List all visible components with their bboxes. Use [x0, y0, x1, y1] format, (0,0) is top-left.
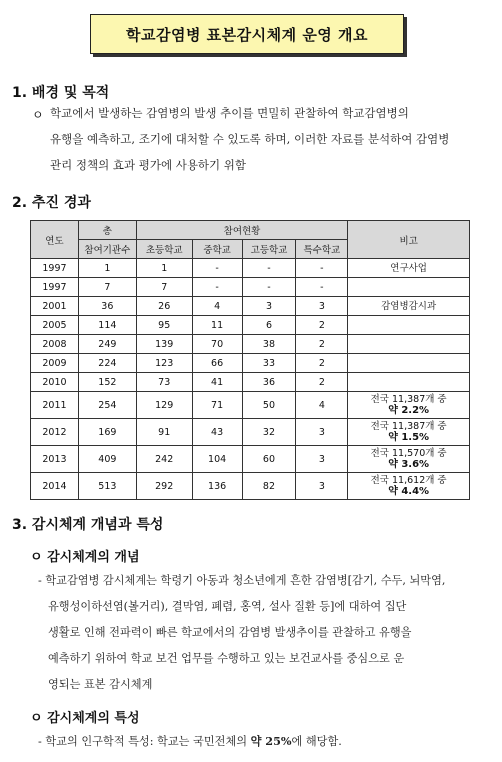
- concept-text: [38, 568, 488, 698]
- feature-heading: ㅇ 감시체계의 특성: [30, 711, 140, 726]
- cell-total: 254: [78, 392, 136, 419]
- concept-line: - 학교감염병 감시체계는 학령기 아동과 청소년에게 흔한 감염병[감기, 수두, 뇌막염,: [38, 574, 446, 587]
- concept-line: 유행성이하선염(볼거리), 결막염, 폐렴, 홍역, 설사 질환 등]에 대하여 집단: [48, 600, 407, 613]
- cell-high: -: [242, 278, 296, 297]
- header-high: 고등학교: [242, 240, 296, 259]
- cell-year: 1997: [31, 259, 79, 278]
- section-1-line: 관리 정책의 효과 평가에 사용하기 위함: [50, 158, 247, 172]
- cell-year: 2011: [31, 392, 79, 419]
- cell-year: 2012: [31, 419, 79, 446]
- cell-middle: 136: [192, 473, 242, 500]
- note-percent: 약 2.2%: [388, 405, 430, 416]
- note-line: 전국 11,570개 중: [370, 448, 447, 459]
- cell-middle: 71: [192, 392, 242, 419]
- concept-heading: ㅇ 감시체계의 개념: [30, 550, 140, 565]
- table-row: [31, 259, 470, 278]
- section-1-bullet: ㅇ: [32, 108, 44, 122]
- cell-middle: 43: [192, 419, 242, 446]
- cell-total: 36: [78, 297, 136, 316]
- cell-special: 3: [296, 473, 348, 500]
- table-row: [31, 316, 470, 335]
- document-title: 학교감염병 표본감시체계 운영 개요: [90, 14, 404, 54]
- table-row: [31, 297, 470, 316]
- cell-middle: -: [192, 259, 242, 278]
- cell-elementary: 73: [136, 373, 192, 392]
- cell-year: 2013: [31, 446, 79, 473]
- header-elementary: 초등학교: [136, 240, 192, 259]
- cell-total: 169: [78, 419, 136, 446]
- participation-table: [30, 220, 470, 500]
- cell-note: 감염병감시과: [348, 297, 470, 316]
- section-1-line: 학교에서 발생하는 감염병의 발생 추이를 면밀히 관찰하여 학교감염병의: [50, 106, 409, 120]
- cell-note: [348, 419, 470, 446]
- feature-prefix: - 학교의 인구학적 특성: 학교는 국민전체의: [38, 735, 251, 748]
- cell-year: 2009: [31, 354, 79, 373]
- cell-year: 2010: [31, 373, 79, 392]
- cell-total: 224: [78, 354, 136, 373]
- note-line: 전국 11,387개 중: [370, 394, 447, 405]
- cell-elementary: 292: [136, 473, 192, 500]
- cell-note: [348, 316, 470, 335]
- table-row: [31, 473, 470, 500]
- feature-text: [38, 728, 488, 755]
- cell-note: [348, 473, 470, 500]
- concept-line: 영되는 표본 감시체계: [48, 678, 153, 691]
- cell-high: 82: [242, 473, 296, 500]
- cell-special: 3: [296, 446, 348, 473]
- cell-total: 7: [78, 278, 136, 297]
- cell-total: 513: [78, 473, 136, 500]
- table-row: [31, 278, 470, 297]
- cell-year: 2001: [31, 297, 79, 316]
- cell-year: 1997: [31, 278, 79, 297]
- section-3-heading: 3. 감시체계 개념과 특성: [12, 517, 164, 533]
- cell-high: 32: [242, 419, 296, 446]
- cell-year: 2008: [31, 335, 79, 354]
- cell-high: 38: [242, 335, 296, 354]
- feature-suffix: 에 해당함.: [291, 735, 342, 748]
- cell-elementary: 7: [136, 278, 192, 297]
- cell-note: 연구사업: [348, 259, 470, 278]
- table-row: [31, 373, 470, 392]
- cell-elementary: 129: [136, 392, 192, 419]
- cell-special: 4: [296, 392, 348, 419]
- cell-total: 249: [78, 335, 136, 354]
- cell-high: -: [242, 259, 296, 278]
- cell-note: [348, 392, 470, 419]
- cell-total: 152: [78, 373, 136, 392]
- note-percent: 약 3.6%: [388, 459, 430, 470]
- section-1-heading: 1. 배경 및 목적: [12, 85, 110, 101]
- note-percent: 약 4.4%: [388, 486, 430, 497]
- cell-elementary: 91: [136, 419, 192, 446]
- cell-high: 3: [242, 297, 296, 316]
- header-special: 특수학교: [296, 240, 348, 259]
- table-row: [31, 335, 470, 354]
- table-row: [31, 446, 470, 473]
- cell-year: 2005: [31, 316, 79, 335]
- header-participation: 참여현황: [136, 221, 347, 240]
- note-line: 전국 11,612개 중: [370, 475, 447, 486]
- cell-high: 60: [242, 446, 296, 473]
- cell-middle: 11: [192, 316, 242, 335]
- cell-total: 114: [78, 316, 136, 335]
- cell-middle: 70: [192, 335, 242, 354]
- table-row: [31, 419, 470, 446]
- concept-line: 생활로 인해 전파력이 빠른 학교에서의 감염병 발생추이를 관찰하고 유행을: [48, 626, 412, 639]
- cell-middle: -: [192, 278, 242, 297]
- cell-elementary: 123: [136, 354, 192, 373]
- cell-special: 3: [296, 297, 348, 316]
- section-2-heading: 2. 추진 경과: [12, 195, 91, 211]
- header-note: 비고: [348, 221, 470, 259]
- table-row: [31, 354, 470, 373]
- cell-note: [348, 446, 470, 473]
- feature-highlight: 약 25%: [250, 734, 292, 748]
- table-row: [31, 392, 470, 419]
- cell-special: 2: [296, 373, 348, 392]
- cell-elementary: 95: [136, 316, 192, 335]
- cell-high: 6: [242, 316, 296, 335]
- cell-high: 50: [242, 392, 296, 419]
- cell-special: -: [296, 259, 348, 278]
- cell-high: 36: [242, 373, 296, 392]
- cell-total: 409: [78, 446, 136, 473]
- cell-special: 2: [296, 335, 348, 354]
- header-middle: 중학교: [192, 240, 242, 259]
- section-1-text: [50, 100, 490, 178]
- cell-special: -: [296, 278, 348, 297]
- cell-note: [348, 278, 470, 297]
- concept-line: 예측하기 위하여 학교 보건 업무를 수행하고 있는 보건교사를 중심으로 운: [48, 652, 405, 665]
- cell-year: 2014: [31, 473, 79, 500]
- cell-middle: 104: [192, 446, 242, 473]
- cell-elementary: 1: [136, 259, 192, 278]
- header-total-top: 총: [78, 221, 136, 240]
- header-year: 연도: [31, 221, 79, 259]
- cell-middle: 41: [192, 373, 242, 392]
- cell-special: 2: [296, 354, 348, 373]
- header-total-bottom: 참여기관수: [78, 240, 136, 259]
- cell-special: 3: [296, 419, 348, 446]
- cell-note: [348, 335, 470, 354]
- note-percent: 약 1.5%: [388, 432, 430, 443]
- cell-note: [348, 373, 470, 392]
- cell-elementary: 242: [136, 446, 192, 473]
- cell-middle: 66: [192, 354, 242, 373]
- section-1-line: 유행을 예측하고, 조기에 대처할 수 있도록 하며, 이러한 자료를 분석하여 감염병: [50, 132, 450, 146]
- cell-special: 2: [296, 316, 348, 335]
- cell-note: [348, 354, 470, 373]
- cell-high: 33: [242, 354, 296, 373]
- cell-elementary: 139: [136, 335, 192, 354]
- note-line: 전국 11,387개 중: [370, 421, 447, 432]
- cell-middle: 4: [192, 297, 242, 316]
- cell-elementary: 26: [136, 297, 192, 316]
- cell-total: 1: [78, 259, 136, 278]
